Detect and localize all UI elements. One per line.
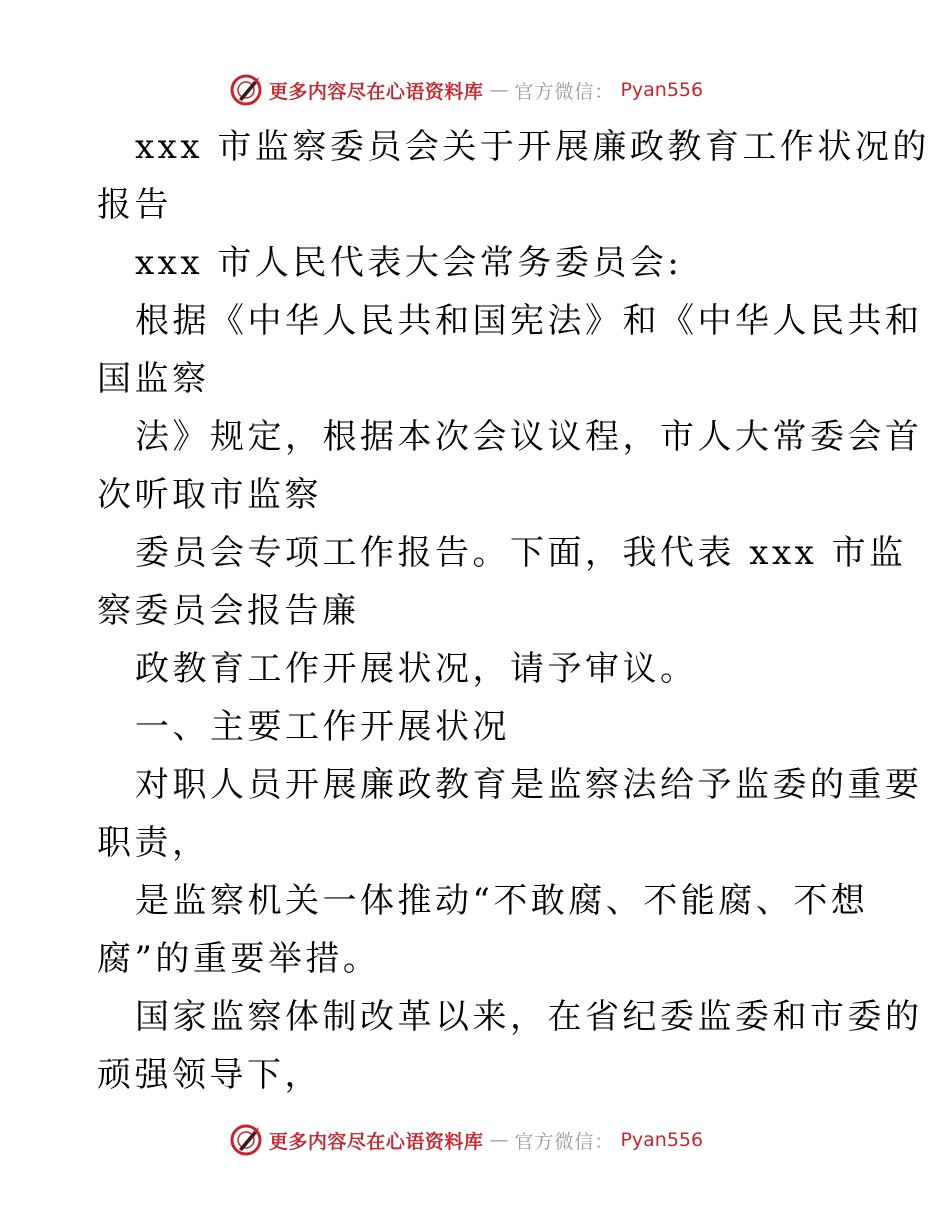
doc-line: 顽强领导下， bbox=[97, 1055, 322, 1095]
doc-line: 察委员会报告廉 bbox=[97, 591, 360, 631]
doc-line: 报告 bbox=[97, 185, 172, 225]
quill-logo-icon bbox=[229, 73, 263, 107]
doc-line: 国监察 bbox=[97, 359, 210, 399]
banner-wechat-label: 官方微信： bbox=[514, 1130, 615, 1153]
banner-wechat-id: Pyan556 bbox=[620, 1129, 704, 1151]
banner-site-text: 更多内容尽在心语资料库 bbox=[268, 1130, 484, 1153]
banner-wechat-id: Pyan556 bbox=[620, 79, 704, 101]
doc-line: 委员会专项工作报告。下面，我代表 xxx 市监 bbox=[135, 533, 907, 573]
doc-line: 政教育工作开展状况，请予审议。 bbox=[135, 649, 698, 689]
header-banner bbox=[0, 70, 950, 110]
doc-line: 次听取市监察 bbox=[97, 475, 322, 515]
doc-line: xxx 市人民代表大会常务委员会: bbox=[135, 243, 683, 283]
doc-line: 是监察机关一体推动“不敢腐、不能腐、不想 bbox=[135, 881, 869, 921]
doc-line: 职责， bbox=[97, 823, 210, 863]
doc-line: 对职人员开展廉政教育是监察法给予监委的重要 bbox=[135, 765, 923, 805]
banner-dash: — bbox=[489, 79, 509, 101]
banner-site-text: 更多内容尽在心语资料库 bbox=[268, 80, 484, 103]
doc-line: 腐”的重要举措。 bbox=[97, 939, 381, 979]
footer-banner bbox=[0, 1120, 950, 1160]
section-heading: 一、主要工作开展状况 bbox=[135, 707, 510, 747]
doc-line: 国家监察体制改革以来，在省纪委监委和市委的 bbox=[135, 997, 923, 1037]
doc-line: 法》规定，根据本次会议议程，市人大常委会首 bbox=[135, 417, 923, 457]
doc-line: xxx 市监察委员会关于开展廉政教育工作状况的 bbox=[135, 127, 930, 167]
banner-wechat-label: 官方微信： bbox=[514, 80, 615, 103]
banner-dash: — bbox=[489, 1129, 509, 1151]
doc-line: 根据《中华人民共和国宪法》和《中华人民共和 bbox=[135, 301, 923, 341]
quill-logo-icon bbox=[229, 1123, 263, 1157]
